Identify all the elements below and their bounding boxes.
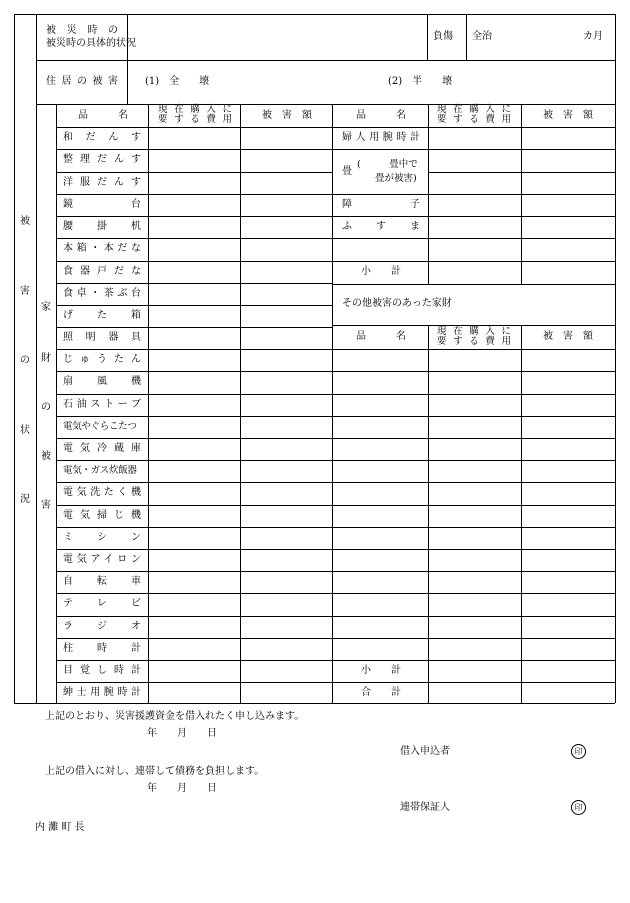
option-total-destruction[interactable]: (1) 全 壊: [145, 76, 210, 87]
header-item-right-lower: 品 名: [356, 331, 406, 342]
list-item: 電気・ガス炊飯器: [63, 465, 137, 476]
header-cost-left-2: 要する費用: [158, 114, 232, 125]
right-item-shoji: 障子: [342, 199, 420, 210]
list-item: げた箱: [63, 310, 141, 321]
application-statement: 上記のとおり、災害援護資金を借入れたく申し込みます。: [45, 711, 305, 722]
list-item: じゅうたん: [63, 354, 141, 365]
right-subtotal-bottom: 小 計: [361, 665, 401, 676]
side-outer-char: の: [20, 355, 30, 366]
applicant-label: 借入申込者: [400, 746, 450, 757]
list-item: 扇風機: [63, 376, 141, 387]
header-amount-right: 被 害 額: [543, 110, 593, 121]
list-item: 鏡台: [63, 199, 141, 210]
header-cost-right-lower-1: 現在購入に: [437, 326, 511, 337]
side-inner-char: 害: [41, 500, 51, 511]
list-item: 電気冷蔵庫: [63, 443, 141, 454]
list-item: 食器戸だな: [63, 266, 141, 277]
header-cost-left-1: 現在購入に: [158, 104, 232, 115]
tatami-note-2: 畳が被害): [375, 173, 417, 184]
side-inner-char: 家: [41, 302, 51, 313]
header-cost-right-1: 現在購入に: [437, 104, 511, 115]
option-half-destruction[interactable]: (2) 半 壊: [388, 76, 453, 87]
header-cost-right-lower-2: 要する費用: [437, 336, 511, 347]
other-damaged-label: その他被害のあった家財: [342, 298, 452, 309]
header-cost-right-2: 要する費用: [437, 114, 511, 125]
list-item: 石油ストーブ: [63, 399, 141, 410]
list-item: テレビ: [63, 598, 141, 609]
mayor-addressee: 内 灘 町 長: [35, 822, 85, 833]
list-item: 電気やぐらこたつ: [63, 421, 137, 432]
guarantee-date: 年 月 日: [147, 783, 217, 794]
list-item: 本箱・本だな: [63, 243, 141, 254]
right-total: 合 計: [361, 687, 401, 698]
situation-label-line1: 被 災 時 の: [46, 25, 118, 36]
right-item-tatami: 畳: [342, 166, 352, 177]
list-item: 紳士用腕時計: [63, 687, 141, 698]
list-item: 柱時計: [63, 643, 141, 654]
side-inner-char: 被: [41, 451, 51, 462]
header-item-right: 品 名: [356, 110, 406, 121]
guarantee-statement: 上記の借入に対し、連帯して債務を負担します。: [45, 766, 265, 777]
injury-recovery-label: 全治: [472, 31, 492, 42]
list-item: 電気洗たく機: [63, 487, 141, 498]
list-item: ラジオ: [63, 621, 141, 632]
right-item-ladies-watch: 婦人用腕時計: [342, 132, 420, 143]
side-outer-char: 害: [20, 286, 30, 297]
house-damage-label: 住居の被害: [46, 76, 118, 87]
side-inner-char: の: [41, 402, 51, 413]
situation-label: 被災時の具体的状況: [46, 38, 136, 49]
list-item: 目覚し時計: [63, 665, 141, 676]
side-inner-char: 財: [41, 353, 51, 364]
guarantor-seal-icon: 印: [571, 800, 586, 815]
list-item: 洋服だんす: [63, 177, 141, 188]
injury-label: 負傷: [433, 31, 453, 42]
right-item-fusuma: ふすま: [342, 221, 420, 232]
side-outer-char: 況: [20, 494, 30, 505]
header-item-left: 品 名: [78, 110, 128, 121]
tatami-note-1: ( 畳中で: [357, 159, 418, 170]
injury-months-label: カ月: [583, 31, 603, 42]
right-subtotal-top: 小 計: [361, 266, 401, 277]
list-item: 食卓・茶ぶ台: [63, 288, 141, 299]
list-item: 電気アイロン: [63, 554, 141, 565]
side-outer-char: 状: [20, 425, 30, 436]
list-item: ミシン: [63, 532, 141, 543]
list-item: 和だんす: [63, 132, 141, 143]
list-item: 自転車: [63, 576, 141, 587]
list-item: 電気掃じ機: [63, 510, 141, 521]
applicant-seal-icon: 印: [571, 744, 586, 759]
list-item: 整理だんす: [63, 154, 141, 165]
list-item: 腰掛机: [63, 221, 141, 232]
header-amount-right-lower: 被 害 額: [543, 331, 593, 342]
side-outer-char: 被: [20, 216, 30, 227]
application-date: 年 月 日: [147, 728, 217, 739]
list-item: 照明器具: [63, 332, 141, 343]
guarantor-label: 連帯保証人: [400, 802, 450, 813]
header-amount-left: 被 害 額: [262, 110, 312, 121]
